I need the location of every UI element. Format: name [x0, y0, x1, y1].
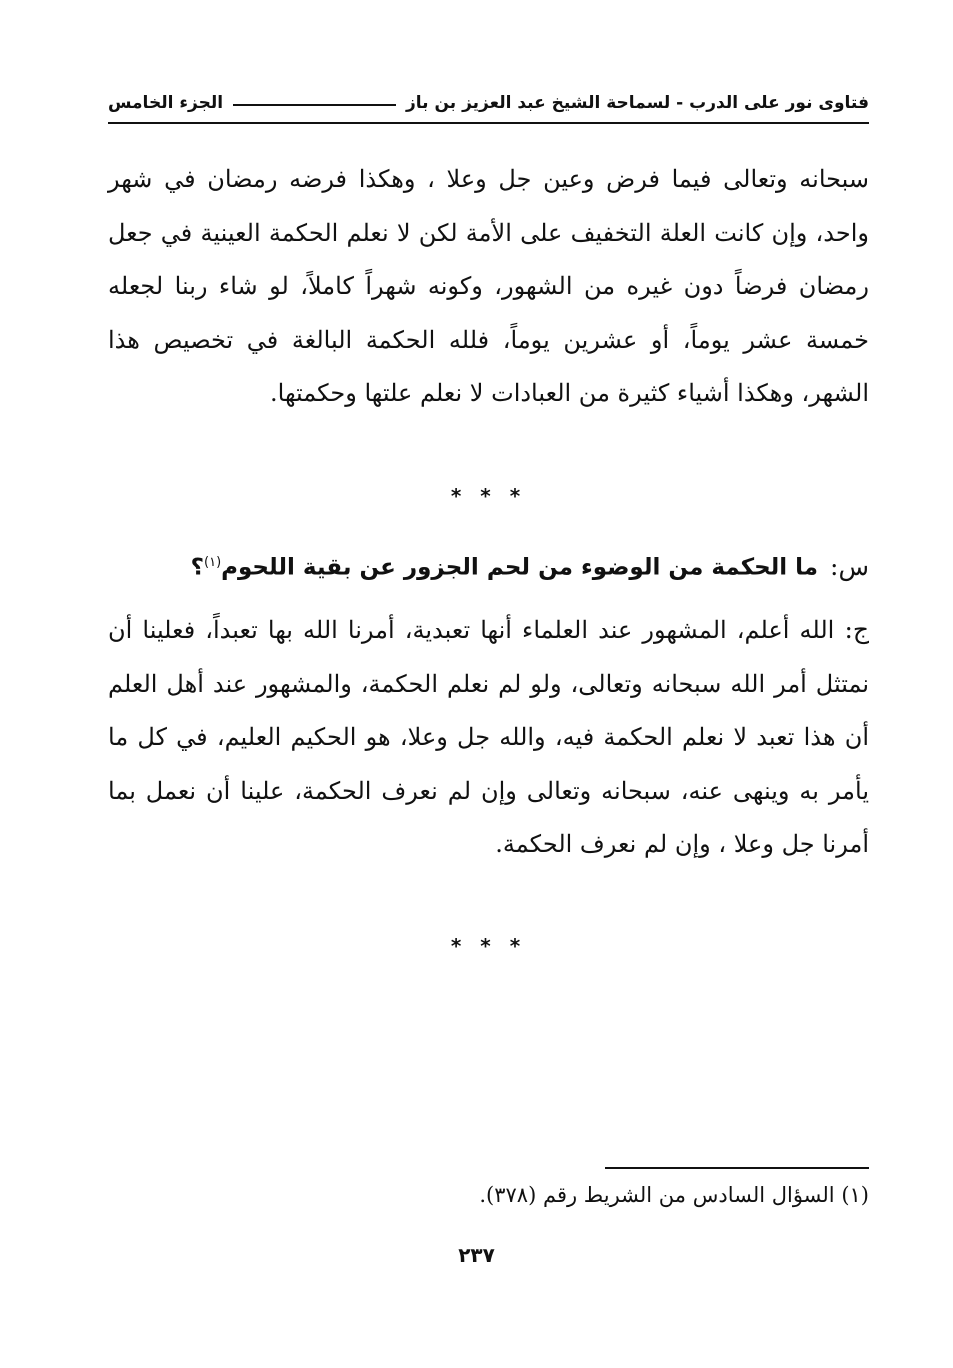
section-separator-2: * * * [450, 934, 527, 958]
answer-text: الله أعلم، المشهور عند العلماء أنها تعبدية، أمرنا الله بها تعبداً، فعلينا أن نمتثل أمر الله سبحانه وتعالى، ولو لم نعلم الحكمة، والمشهور عند أهل العلم أن هذا تعبد لا نعلم الحكمة فيه، والله جل وعلا، هو الحكيم العليم، في كل ما يأمر به وينهى عنه، سبحانه وتعالى وإن لم نعرف الحكمة، علينا أن نعمل بما أمرنا جل وعلا ، وإن لم نعرف الحكمة. [108, 616, 869, 858]
answer-paragraph [108, 603, 869, 872]
footnote-divider [605, 1167, 869, 1169]
question-label: س: [830, 551, 869, 581]
header-underline [108, 122, 869, 124]
header-part-label: الجزء الخامس [108, 93, 224, 113]
page-number: ٢٣٧ [458, 1243, 495, 1267]
question-heading [108, 540, 869, 591]
footnote: (١) السؤال السادس من الشريط رقم (٣٧٨). [479, 1183, 869, 1207]
section-separator: * * * [450, 484, 527, 508]
question-mark: ؟ [190, 554, 205, 581]
running-header [108, 88, 869, 118]
footnote-reference: (١) [204, 555, 222, 570]
question-text: ما الحكمة من الوضوء من لحم الجزور عن بقية اللحوم [221, 554, 819, 581]
header-book-title: فتاوى نور على الدرب - لسماحة الشيخ عبد العزيز بن باز [406, 93, 869, 113]
answer-label: ج: [844, 615, 869, 644]
header-dash-rule [233, 104, 396, 106]
paragraph-continuation: سبحانه وتعالى فيما فرض وعين جل وعلا ، وهكذا فرضه رمضان في شهر واحد، وإن كانت العلة التخفيف على الأمة لكن لا نعلم الحكمة العينية في جعل رمضان فرضاً دون غيره من الشهور، وكونه شهراً كاملاً، لو شاء ربنا لجعله خمسة عشر يوماً، أو عشرين يوماً، فلله الحكمة البالغة في تخصيص هذا الشهر، وهكذا أشياء كثيرة من العبادات لا نعلم علتها وحكمتها. [108, 165, 870, 407]
